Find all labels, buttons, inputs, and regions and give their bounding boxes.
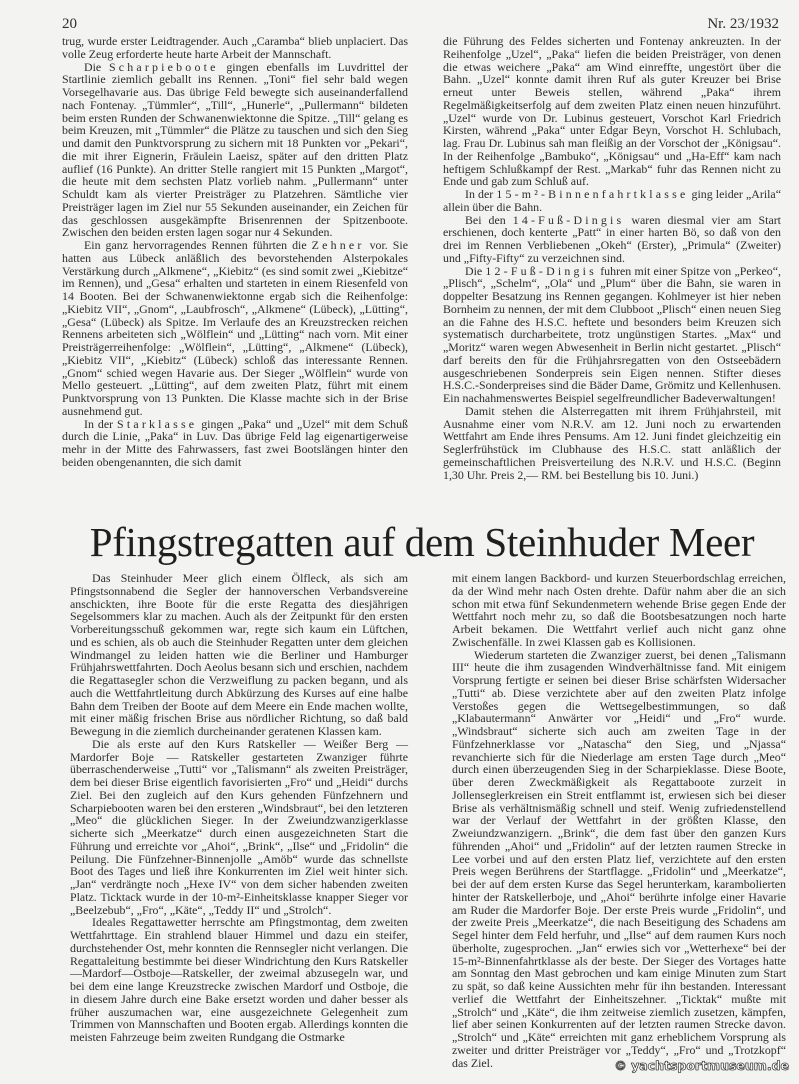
paragraph xyxy=(443,214,781,265)
main-article-left-column xyxy=(70,572,408,1044)
paragraph xyxy=(443,405,781,482)
spaced-class-name: 15-m²-Binnenfahrtklasse xyxy=(496,187,689,201)
paragraph xyxy=(452,572,786,649)
paragraph-text: Wiederum starteten die Zwanziger zuerst, bei denen „Talismann III“ heute die ihm zusagenden Windverhältnisse fand. Mit einigem Vorsprung fertigte er seinen bei dieser Brise schärfsten Widersacher „Tutti“ ab. Diese verzichtete aber auf den zweiten Platz infolge Verstoßes gegen die Wettsegelbestimmungen, so daß „Klabautermann“ Anwärter vor „Heidi“ und „Fro“ wurde. „Windsbraut“ sicherte sich auch am zweiten Tage in der Fünfzehnerklasse vor „Natascha“ den Sieg, und „Njassa“ revanchierte sich für die Niederlage am ersten Tage durch „Meo“ durch einen überzeugenden Sieg in der Scharpieklasse. Diese Boote, über deren Zweckmäßigkeit als Regattaboote zurzeit in Jollenseglerkreisen ein Streit entflammt ist, erwiesen sich bei dieser Brise als verhältnismäßig schnell und steif. Wenig zufriedenstellend war der Verlauf der Wettfahrt in der größten Klasse, den Zweiundzwanzigern. „Brink“, die dem fast über den ganzen Kurs führenden „Ahoi“ und „Fridolin“ auf der letzten raumen Strecke in Lee vorbei und auf den ersten Platz lief, verzichtete auf den ersten Preis wegen Berührens der Startflagge. „Fridolin“ und „Meerkatze“, bei der auf dem ersten Kurse das Segel herunterkam, karambolierten hinter der Ratskellerboje, und „Ahoi“ berührte infolge einer Havarie am Ruder die Mardorfer Boje. Der erste Preis wurde „Fridolin“, und der zweite Preis „Meerkatze“, die nach Beseitigung des Schadens am Segel hinter dem Feld herfuhr, und „Ilse“ auf dem raumen Kurs noch überholte, zugesprochen. „Jan“ erwies sich vor „Wetterhexe“ bei der 15-m²-Binnenfahrtklasse als der beste. Der Sieger des Vortages hatte am Sonntag den Mast gebrochen und kam einige Minuten zum Start zu spät, so daß keine Aussichten mehr für ihn bestanden. Interessant verlief die Wettfahrt der Einheitszehner. „Ticktak“ mußte mit „Strolch“ und „Käte“, die ihm zeitweise ziemlich zusetzen, kämpfen, lief aber seinen Konkurrenten auf der letzten raumen Strecke davon. „Strolch“ und „Käte“ erreichten mit ganz erheblichem Vorsprung als zweiter und dritter Preisträger vor „Teddy“, „Fro“ und „Trotzkopf“ das Ziel. xyxy=(452,647,786,1070)
top-article-right-column xyxy=(443,35,781,481)
main-article-right-column xyxy=(452,572,786,1069)
paragraph-text: gingen ebenfalls im Luvdrittel der Startlinie ziemlich geballt ins Rennen. „Toni“ fiel sehr bald wegen Vorsegelhavarie aus. Das übrige Feld bewegte sich auseinanderfallend nach Fontenay. „Tümmler“, „Till“, „Hunerle“, „Pullermann“ bildeten beim ersten Runden der Schwanenwiektonne die Spitze. „Till“ gelang es beim Kreuzen, mit „Tümmler“ die Plätze zu tauschen und sich den Sieg und damit den Punktvorsprung zu sichern mit 18 Punkten vor „Pekari“, die mit ihrer Eignerin, Fräulein Laeisz, später auf den dritten Platz auflief (16 Punkte). An dritter Stelle rangiert mit 15 Punkten „Margot“, die heute mit dem sechsten Platz vorlieb nahm. „Pullermann“ unter Schuldt kam als vierter Preisträger zu Platzehren. Sämtliche vier Preisträger lagen im Ziel nur 55 Sekunden auseinander, ein Zeichen für das geschlossen ausgekämpfte Brisenrennen der Spitzenboote. Zwischen den beiden ersten lagen sogar nur 4 Sekunden. xyxy=(62,59,408,240)
spaced-class-name: Scharpieboote xyxy=(108,59,219,74)
paragraph xyxy=(443,265,781,405)
paragraph xyxy=(70,738,408,917)
issue-number: Nr. 23/1932 xyxy=(707,16,779,32)
paragraph xyxy=(62,239,408,418)
paragraph-text: mit einem langen Backbord- und kurzen Steuerbordschlag erreichen, da der Wind mehr nach Osten drehte. Dafür nahm aber die an sich schon mit etwa fünf Sekundenmetern wehende Brise gegen Ende der Wettfahrt noch mehr zu, so daß die Bootsbesatzungen noch harte Arbeit bekamen. Die Wettfahrt verlief auch nicht ganz ohne Zwischenfälle. In zwei Klassen gab es Kollisionen. xyxy=(452,571,786,649)
paragraph-text: Damit stehen die Alsterregatten mit ihrem Frühjahrsteil, mit Ausnahme einer vom N.R.V. am 12. Juni noch zu erwartenden Wettfahrt am Ende ihres Pensums. Am 12. Juni findet gleichzeitig ein Seglerfrühstück im Clubhause des H.S.C. statt anläßlich der gemeinschaftlichen Preisverteilung des N.R.V. und H.S.C. (Beginn 1,30 Uhr. Preis 2,— RM. bei Bestellung bis 10. Juni.) xyxy=(443,403,781,482)
paragraph-text: In der xyxy=(84,416,118,431)
paragraph-text: Bei den xyxy=(465,212,513,227)
paragraph-text: In der xyxy=(465,187,497,201)
spaced-class-name: 12-Fuß-Dingis xyxy=(485,263,598,278)
page-number: 20 xyxy=(62,16,77,32)
paragraph xyxy=(62,61,408,240)
paragraph-text: fuhren mit einer Spitze von „Perkeo“, „Plisch“, „Schelm“, „Ola“ und „Plum“ über die Bahn, sie waren in doppelter Besatzung ins Rennen gegangen. Kohlmeyer ist hier neben Bornheim zu nennen, der mit dem Clubboot „Plisch“ einen neuen Sieg an die Fahne des H.S.C. heftete und besonders beim Kreuzen sich systematisch durcharbeitete, trotz ungünstigen Startes. „Max“ und „Moritz“ waren wegen Abwesenheit in Berlin nicht gestartet. „Plisch“ darf bereits den für die Frühjahrsregatten von den Ostseebädern ausgeschriebenen Sonderpreis sein Eigen nennen. Stifter dieses H.S.C.-Sonderpreises sind die Bäder Dame, Grömitz und Kellenhusen. Ein nachahmenswertes Beispiel segelfreundlicher Badeverwaltungen! xyxy=(443,263,781,405)
paragraph-text: Die als erste auf den Kurs Ratskeller — Weißer Berg — Mardorfer Boje — Ratskeller gestarteten Zwanziger führte überraschenderweise „Tutti“ vor „Talismann“ als zweiten Preisträger, dem bei dieser Brise eigentlich favorisierten „Fro“ und „Heidi“ durchs Ziel. Bei den zugleich auf den Kurs gehenden Fünfzehnern und Scharpiebooten waren bei den ersteren „Windsbraut“, bei den letzteren „Meo“ die glücklichen Sieger. In der Zweiundzwanzigerklasse sicherte sich „Meerkatze“ durch einen ausgezeichneten Start die Führung und erreichte vor „Ahoi“, „Brink“, „Ilse“ und „Fridolin“ die Peilung. Die Fünfzehner-Binnenjolle „Amöb“ wurde das schnellste Boot des Tages und ließ ihre Konkurrenten im Ziel weit hinter sich. „Jan“ verdrängte noch „Hexe IV“ von dem sicher habenden zweiten Platz. Ticktack wurde in der 10-m²-Einheitsklasse knapper Sieger vor „Beelzebub“, „Fro“, „Käte“, „Teddy II“ und „Strolch“. xyxy=(70,736,408,917)
paragraph xyxy=(70,572,408,738)
paragraph-text: Das Steinhuder Meer glich einem Ölfleck, als sich am Pfingstsonnabend die Segler der hannoverschen Verbandsvereine anschickten, ihre Boote für die erste Regatta des diesjährigen Segelsommers klar zu machen. Auch als der Zeitpunkt für den ersten Vorbereitungsschuß gekommen war, regte sich kaum ein Lüftchen, und es schien, als ob auch die Steinhuder Regatten unter dem gleichen Windmangel zu leiden hatten wie die Berliner und Hamburger Frühjahrswettfahrten. Doch Aeolus besann sich und erschien, nachdem die Regattasegler schon die Verzweiflung zu packen begann, und als auch die Wettfahrtleitung durch Abkürzung des Kurses auf eine halbe Bahn dem Treiben der Boote auf dem Meere ein Ende machen wollte, mit einer mäßig frischen Brise aus nördlicher Richtung, so daß bald Bewegung in die ziemlich durcheinander geratenen Klassen kam. xyxy=(70,571,408,738)
paragraph-text: Ideales Regattawetter herrschte am Pfingstmontag, dem zweiten Wettfahrttage. Ein strahlend blauer Himmel und dazu ein steifer, durchstehender Ost, mehr konnten die Rennsegler nicht verlangen. Die Regattaleitung bestimmte bei dieser Windrichtung den Kurs Ratskeller—Mardorf—Ostboje—Ratskeller, der zweimal abzusegeln war, und bei dem eine lange Kreuzstrecke zwischen Mardorf und Ostboje, die in diesem Jahre durch eine Bake ersetzt worden und daher besser als früher auszumachen war, eine ausgezeichnete Gelegenheit zum Trimmen von Mannschaften und Booten ergab. Allerdings konnten die meisten Fahrzeuge beim zweiten Rundgang die Ostmarke xyxy=(70,915,408,1044)
paragraph-text: gingen „Paka“ und „Uzel“ mit dem Schuß durch die Linie, „Paka“ in Luv. Das übrige Feld lag eigenartigerweise mehr in der Mitte des Fahrwassers, fast zwei Bootslängen hinter den beiden obengenannten, die sich damit xyxy=(62,416,408,469)
paragraph xyxy=(452,649,786,1070)
paragraph-text: Die xyxy=(84,59,109,74)
paragraph-text: Die xyxy=(465,263,486,278)
paragraph xyxy=(62,418,408,469)
paragraph-text: Ein ganz hervorragendes Rennen führten die xyxy=(84,238,312,252)
spaced-class-name: Starklasse xyxy=(117,416,198,431)
spaced-class-name: 14-Fuß-Dingis xyxy=(512,212,625,227)
top-article-left-column xyxy=(62,35,408,469)
paragraph xyxy=(70,916,408,1044)
watermark-link[interactable]: © yachtsportmuseum.de xyxy=(614,1058,789,1073)
article-headline: Pfingstregatten auf dem Steinhuder Meer xyxy=(89,519,755,565)
paragraph xyxy=(443,35,781,188)
paragraph xyxy=(62,35,408,61)
paragraph-text: ging leider „Arila“ allein über die Bahn. xyxy=(443,187,781,214)
paragraph-text: trug, wurde erster Leidtragender. Auch „Caramba“ blieb unplaciert. Das volle Zeug erforderte heute harte Arbeit der Mannschaft. xyxy=(62,34,408,61)
paragraph-text: waren diesmal vier am Start erschienen, doch kenterte „Patt“ in einer harten Bö, so daß von den drei im Rennen Verbliebenen „Okeh“ (Erster), „Primula“ (Zweiter) und „Fifty-Fifty“ zu verzeichnen sind. xyxy=(443,212,781,265)
paragraph-text: vor. Sie hatten aus Lübeck anläßlich des bevorstehenden Alsterpokales Verstärkung durch „Alkmene“, „Kiebitz“ (es sind somit zwei „Kiebitze“ im Rennen), und „Gesa“ erhalten und starteten in einem Riesenfeld von 14 Booten. Bei der Schwanenwiektonne ergab sich die Reihenfolge: „Kiebitz VII“, „Gnom“, „Laubfrosch“, „Alkmene“ (Lübeck), „Lütting“, „Gesa“ (Lübeck) als Spitze. Im Verlaufe des an Kreuzstrecken reichen Rennens arbeiteten sich „Wölflein“ und „Lütting“ nach vorn. Mit einer Preisträgerreihenfolge: „Wölflein“, „Lütting“, „Alkmene“ (Lübeck), „Kiebitz VII“, „Kiebitz“ (Lübeck) schloß das interessante Rennen. „Gnom“ schied wegen Havarie aus. Der Sieger „Wölflein“ wurde von Mello gesteuert. „Lütting“, auf dem zweiten Platz, führt mit einem Punktvorsprung von 13 Punkten. Die Klasse machte sich in der Brise ausnehmend gut. xyxy=(62,238,408,418)
paragraph xyxy=(443,188,781,214)
spaced-class-name: Zehner xyxy=(311,238,365,252)
paragraph-text: die Führung des Feldes sicherten und Fontenay ankreuzten. In der Reihenfolge „Uzel“, „Paka“ liefen die beiden Preisträger, von denen die etwas weichere „Paka“ am Wind einreffte, ungestört über die Bahn. „Uzel“ konnte damit ihren Ruf als guter Kreuzer bei Brise erneut unter Beweis stellen, während „Paka“ ihrem Regelmäßigkeitserfolg auf dem zweiten Platz einen neuen hinzuführt. „Uzel“ wurde von Dr. Lubinus gesteuert, Vorschot Karl Friedrich Kirsten, während „Paka“ unter Edgar Beyn, Vorschot H. Schlubach, lag. Frau Dr. Lubinus sah man fleißig an der Vorschot der „Königsau“. In der Reihenfolge „Bambuko“, „Königsau“ und „Ha-Eff“ kam nach heftigem Schlußkampf der Rest. „Markab“ fuhr das Rennen nicht zu Ende und gab zum Schluß auf. xyxy=(443,34,781,189)
